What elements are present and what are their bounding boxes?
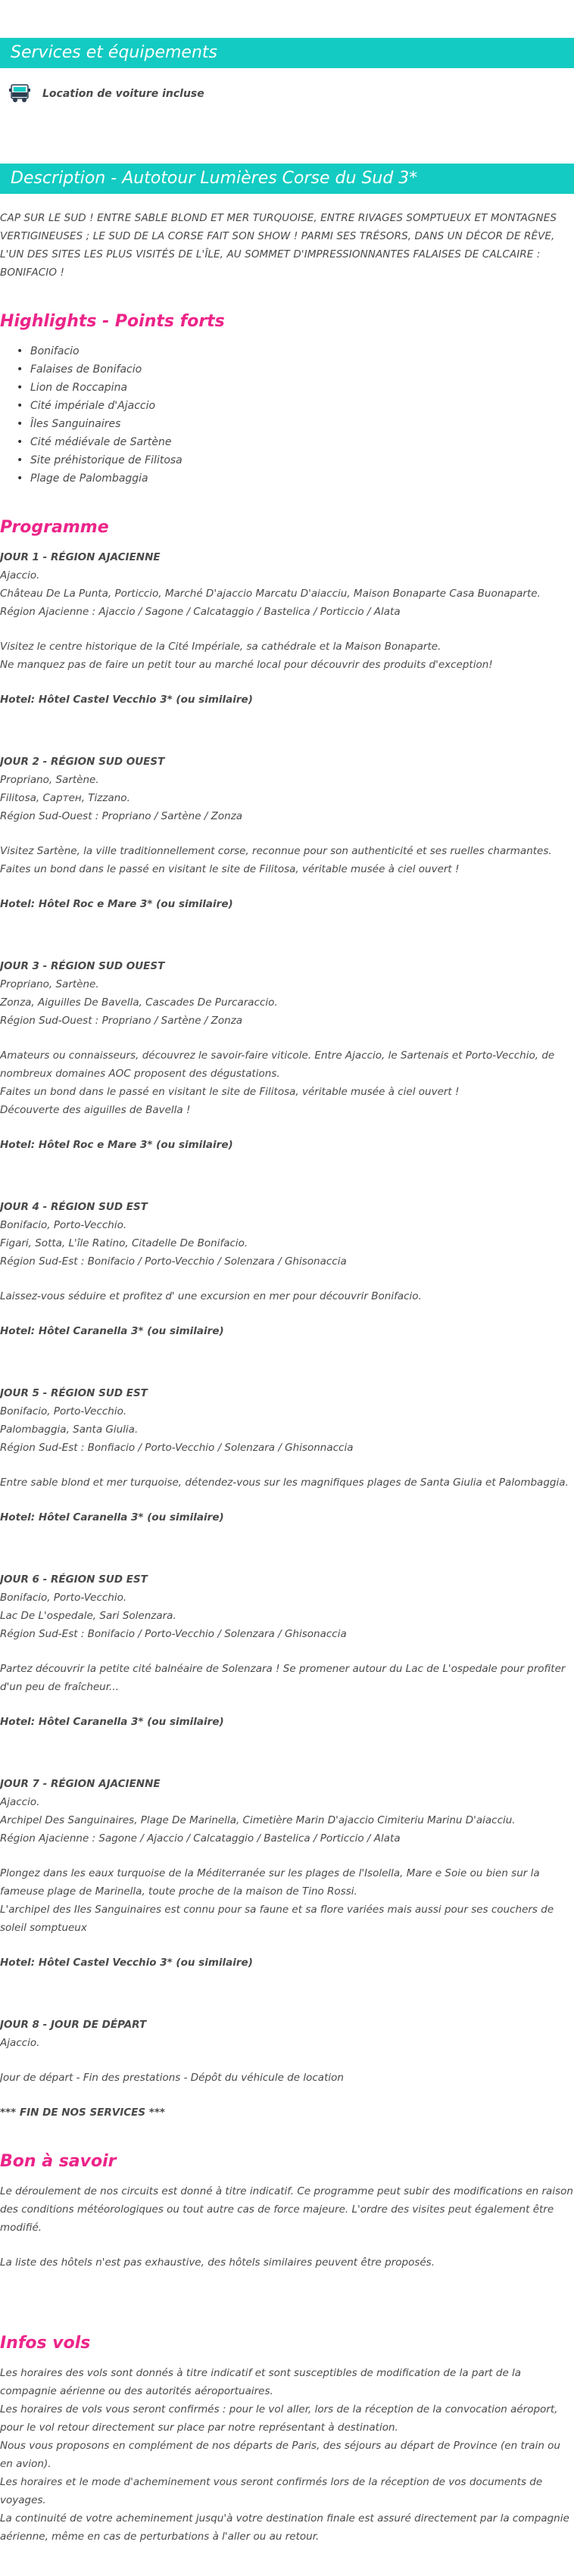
day-desc: Partez découvrir la petite cité balnéaire de Solenzara ! Se promener autour du Lac de L'ospedale pour profiter d'un peu de fraîcheur... — [0, 1663, 566, 1693]
list-item: • Bonifacio — [17, 342, 574, 360]
day-hotel: Hotel: Hôtel Castel Vecchio 3* (ou similaire) — [0, 694, 253, 706]
day-1 — [0, 548, 574, 709]
highlights-heading: Highlights - Points forts — [0, 312, 225, 331]
day-title: JOUR 8 - JOUR DE DÉPART — [0, 2019, 147, 2031]
highlights-list — [17, 342, 574, 488]
services-heading: Services et équipements — [0, 38, 574, 68]
day-hotel: Hotel: Hôtel Caranella 3* (ou similaire) — [0, 1716, 224, 1728]
day-title: JOUR 5 - RÉGION SUD EST — [0, 1387, 148, 1399]
day-line: Bonifacio, Porto-Vecchio. — [0, 1219, 127, 1231]
day-line: Château De La Punta, Porticcio, Marché D'ajaccio Marcatu D'aiacciu, Maison Bonaparte Casa Buonaparte. — [0, 588, 541, 600]
day-desc: Visitez le centre historique de la Cité Impériale, sa cathédrale et la Maison Bonaparte. — [0, 641, 441, 653]
day-line: Région Sud-Est : Bonifacio / Porto-Vecchio / Solenzara / Ghisonaccia — [0, 1255, 347, 1268]
day-desc: Laissez-vous séduire et profitez d' une excursion en mer pour découvrir Bonifacio. — [0, 1290, 422, 1302]
programme-heading: Programme — [0, 518, 109, 537]
day-line: Ajaccio. — [0, 1796, 40, 1808]
day-6 — [0, 1570, 574, 1731]
day-desc: Entre sable blond et mer turquoise, détendez-vous sur les magnifiques plages de Santa Giulia et Palombaggia. — [0, 1477, 569, 1489]
day-line: Propriano, Sartène. — [0, 978, 99, 990]
infos-vols-line: Les horaires de vols vous seront confirmés : pour le vol aller, lors de la réception de la convocation aéroport, pour le vol retour directement sur place par notre représentant à destination. — [0, 2403, 558, 2434]
day-title: JOUR 6 - RÉGION SUD EST — [0, 1573, 148, 1586]
day-line: Région Sud-Est : Bonifacio / Porto-Vecchio / Solenzara / Ghisonaccia — [0, 1628, 347, 1640]
infos-vols-line: Les horaires et le mode d'acheminement vous seront confirmés lors de la réception de vos documents de voyages. — [0, 2476, 543, 2506]
day-line: Région Sud-Ouest : Propriano / Sartène / Zonza — [0, 810, 243, 822]
day-hotel: Hotel: Hôtel Castel Vecchio 3* (ou similaire) — [0, 1957, 253, 1969]
day-line: Ajaccio. — [0, 569, 40, 582]
list-item: • Falaises de Bonifacio — [17, 360, 574, 379]
day-hotel: Hotel: Hôtel Caranella 3* (ou similaire) — [0, 1325, 224, 1337]
service-label: Location de voiture incluse — [42, 88, 204, 100]
day-desc: Faites un bond dans le passé en visitant le site de Filitosa, véritable musée à ciel ouvert ! — [0, 1086, 460, 1098]
day-title: JOUR 3 - RÉGION SUD OUEST — [0, 960, 165, 972]
day-line: Bonifacio, Porto-Vecchio. — [0, 1405, 127, 1417]
day-line: Région Ajacienne : Ajaccio / Sagone / Calcataggio / Bastelica / Porticcio / Alata — [0, 606, 401, 618]
bon-a-savoir-text: La liste des hôtels n'est pas exhaustive, des hôtels similaires peuvent être proposés. — [0, 2256, 435, 2269]
list-item: • Cité impériale d'Ajaccio — [17, 397, 574, 415]
description-heading: Description - Autotour Lumières Corse du Sud 3* — [0, 164, 574, 194]
day-line: Bonifacio, Porto-Vecchio. — [0, 1592, 127, 1604]
list-item: • Site préhistorique de Filitosa — [17, 451, 574, 469]
bon-a-savoir-heading: Bon à savoir — [0, 2152, 117, 2171]
day-desc: Jour de départ - Fin des prestations - Dépôt du véhicule de location — [0, 2072, 344, 2084]
day-3 — [0, 957, 574, 1154]
end-of-services: *** FIN DE NOS SERVICES *** — [0, 2107, 165, 2119]
day-desc: Amateurs ou connaisseurs, découvrez le savoir-faire viticole. Entre Ajaccio, le Sartenais et Porto-Vecchio, de nombreux domaines AOC proposent des dégustations. — [0, 1049, 555, 1080]
day-title: JOUR 1 - RÉGION AJACIENNE — [0, 551, 161, 563]
intro-text: CAP SUR LE SUD ! ENTRE SABLE BLOND ET MER TURQUOISE, ENTRE RIVAGES SOMPTUEUX ET MONTAGNES VERTIGINEUSES ; LE SUD DE LA CORSE FAIT SON SHOW ! PARMI SES TRÉSORS, DANS UN DÉCOR DE RÊVE, L'UN DES SITES LES PLUS VISITÉS DE L'ÎLE, AU SOMMET D'IMPRESSIONNANTES FALAISES DE CALCAIRE : BONIFACIO ! — [0, 212, 557, 279]
day-hotel: Hotel: Hôtel Caranella 3* (ou similaire) — [0, 1511, 224, 1523]
page — [0, 38, 574, 2576]
day-line: Région Sud-Ouest : Propriano / Sartène / Zonza — [0, 1015, 243, 1027]
day-hotel: Hotel: Hôtel Roc e Mare 3* (ou similaire) — [0, 1139, 233, 1151]
day-desc: Faites un bond dans le passé en visitant le site de Filitosa, véritable musée à ciel ouvert ! — [0, 863, 460, 875]
day-line: Zonza, Aiguilles De Bavella, Cascades De Purcaraccio. — [0, 996, 278, 1009]
day-7 — [0, 1775, 574, 1972]
day-8 — [0, 2016, 574, 2122]
infos-vols-line: Nous vous proposons en complément de nos départs de Paris, des séjours au départ de Province (en train ou en avion). — [0, 2440, 560, 2470]
day-line: Ajaccio. — [0, 2037, 40, 2049]
day-line: Palombaggia, Santa Giulia. — [0, 1424, 139, 1436]
infos-vols-heading: Infos vols — [0, 2334, 91, 2353]
list-item: • Îles Sanguinaires — [17, 415, 574, 433]
day-line: Région Sud-Est : Bonfiacio / Porto-Vecchio / Solenzara / Ghisonnaccia — [0, 1442, 354, 1454]
day-line: Archipel Des Sanguinaires, Plage De Marinella, Cimetière Marin D'ajaccio Cimiteriu Marinu D'aiacciu. — [0, 1814, 516, 1826]
infos-vols-line: Les horaires des vols sont donnés à titre indicatif et sont susceptibles de modification de la part de la compagnie aérienne ou des autorités aéroportuaires. — [0, 2367, 522, 2397]
day-hotel: Hotel: Hôtel Roc e Mare 3* (ou similaire) — [0, 898, 233, 910]
day-5 — [0, 1384, 574, 1527]
day-4 — [0, 1198, 574, 1340]
day-line: Propriano, Sartène. — [0, 774, 99, 786]
day-title: JOUR 4 - RÉGION SUD EST — [0, 1201, 148, 1213]
day-title: JOUR 7 - RÉGION AJACIENNE — [0, 1778, 161, 1790]
day-desc: Visitez Sartène, la ville traditionnellement corse, reconnue pour son authenticité et ses ruelles charmantes. — [0, 845, 552, 857]
day-desc: L'archipel des Iles Sanguinaires est connu pour sa faune et sa flore variées mais aussi pour ses couchers de soleil somptueux — [0, 1904, 554, 1934]
day-line: Filitosa, Сартен, Tizzano. — [0, 792, 130, 804]
day-line: Lac De L'ospedale, Sari Solenzara. — [0, 1610, 176, 1622]
service-item — [9, 79, 574, 109]
day-line: Région Ajacienne : Sagone / Ajaccio / Calcataggio / Bastelica / Porticcio / Alata — [0, 1832, 401, 1845]
list-item: • Lion de Roccapina — [17, 379, 574, 397]
day-desc: Ne manquez pas de faire un petit tour au marché local pour découvrir des produits d'exception! — [0, 659, 493, 671]
day-2 — [0, 753, 574, 913]
list-item: • Plage de Palombaggia — [17, 469, 574, 488]
day-desc: Découverte des aiguilles de Bavella ! — [0, 1104, 191, 1116]
bon-a-savoir-text: Le déroulement de nos circuits est donné à titre indicatif. Ce programme peut subir des modifications en raison des conditions météorologiques ou tout autre cas de force majeure. L'ordre des visites peut également être modifié. — [0, 2185, 573, 2234]
day-line: Figari, Sotta, L'île Ratino, Citadelle De Bonifacio. — [0, 1237, 248, 1249]
day-desc: Plongez dans les eaux turquoise de la Méditerranée sur les plages de l'Isolella, Mare e Soie ou bien sur la fameuse plage de Marinella, toute proche de la maison de Tino Rossi. — [0, 1867, 540, 1898]
list-item: • Cité médiévale de Sartène — [17, 433, 574, 451]
day-title: JOUR 2 - RÉGION SUD OUEST — [0, 756, 165, 768]
infos-vols-line: La continuité de votre acheminement jusqu'à votre destination finale est assuré directement par la compagnie aérienne, même en cas de perturbations à l'aller ou au retour. — [0, 2512, 569, 2543]
car-rental-icon — [9, 83, 32, 105]
